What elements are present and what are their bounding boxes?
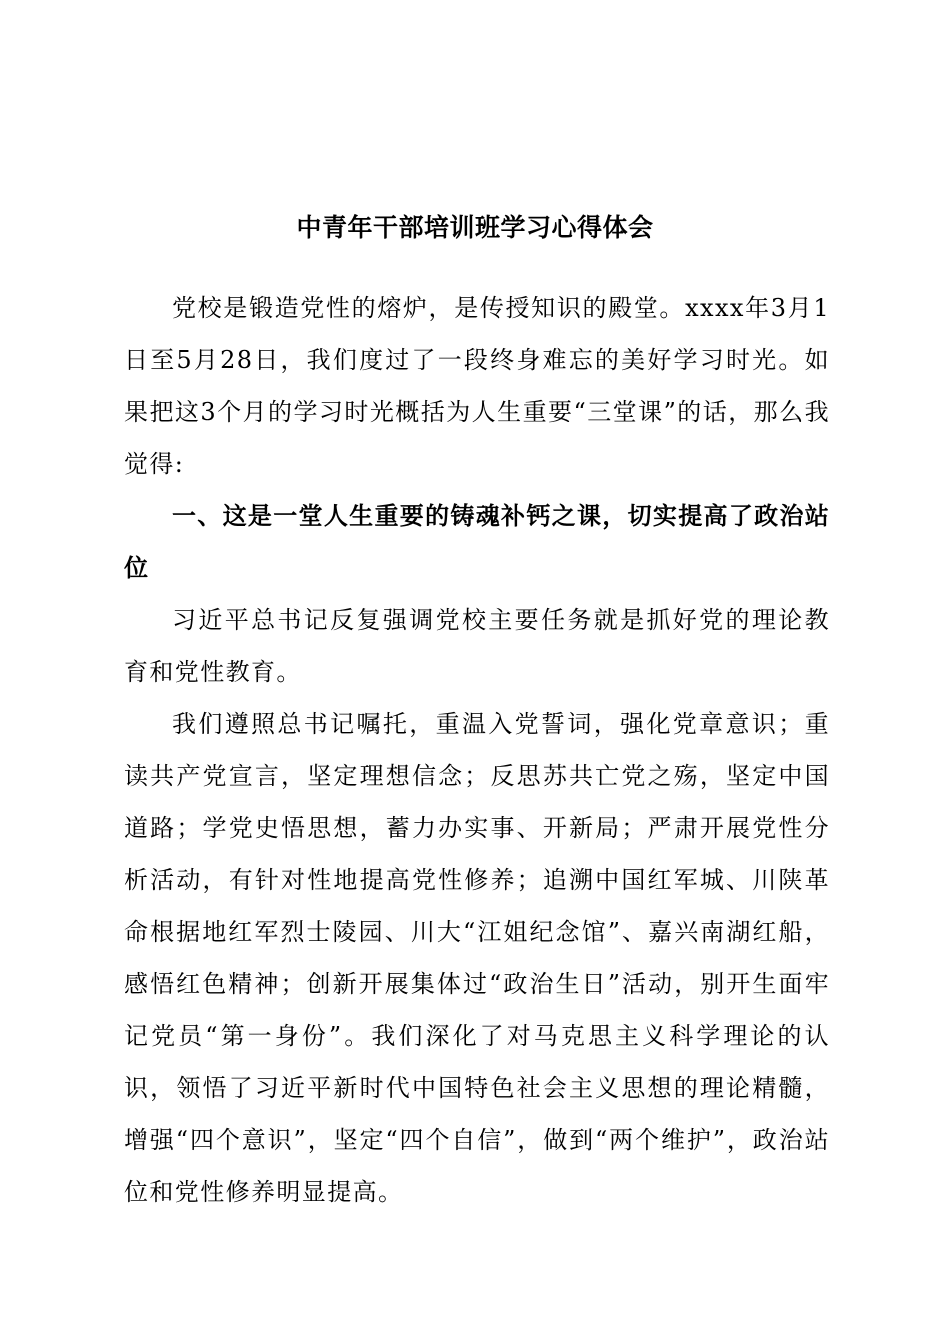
section-heading-1: 一、这是一堂人生重要的铸魂补钙之课，切实提高了政治站位 <box>124 502 830 582</box>
document-title: 中青年干部培训班学习心得体会 <box>296 213 654 242</box>
document-body <box>124 282 830 1218</box>
section1-paragraph-2: 我们遵照总书记嘱托，重温入党誓词，强化党章意识；重读共产党宣言，坚定理想信念；反思苏共亡党之殇，坚定中国道路；学党史悟思想，蓄力办实事、开新局；严肃开展党性分析活动，有针对性地提高党性修养；追溯中国红军城、川陕革命根据地红军烈士陵园、川大“江姐纪念馆”、嘉兴南湖红船，感悟红色精神；创新开展集体过“政治生日”活动，别开生面牢记党员“第一身份”。我们深化了对马克思主义科学理论的认识，领悟了习近平新时代中国特色社会主义思想的理论精髓，增强“四个意识”，坚定“四个自信”，做到“两个维护”，政治站位和党性修养明显提高。 <box>124 710 830 1206</box>
intro-paragraph: 党校是锻造党性的熔炉，是传授知识的殿堂。xxxx年3月1日至5月28日，我们度过了一段终身难忘的美好学习时光。如果把这3个月的学习时光概括为人生重要“三堂课”的话，那么我觉得: <box>124 294 830 478</box>
section1-paragraph-1: 习近平总书记反复强调党校主要任务就是抓好党的理论教育和党性教育。 <box>124 606 830 686</box>
